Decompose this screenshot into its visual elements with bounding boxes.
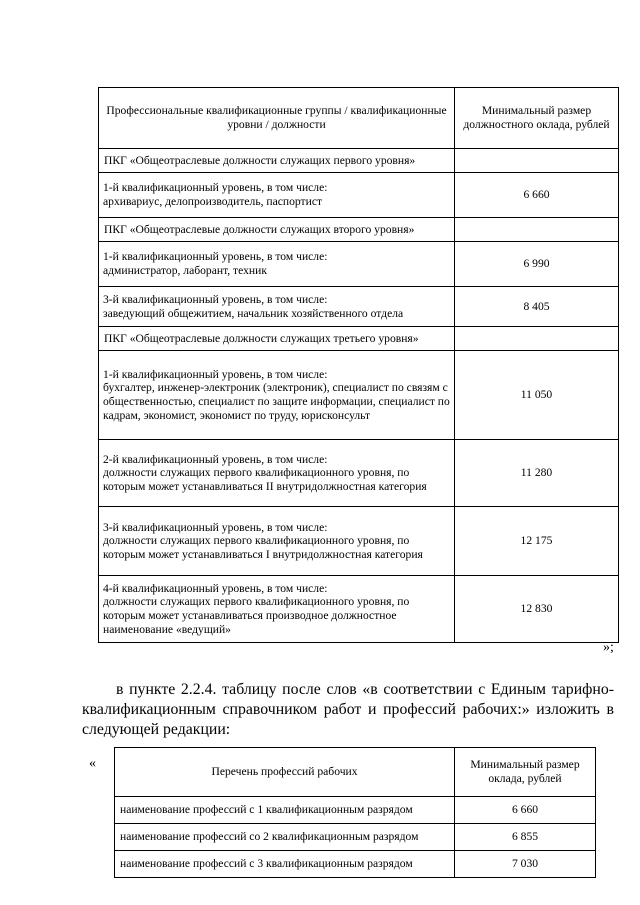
header-cell-salary: Минимальный размер оклада, рублей (455, 748, 596, 797)
level-cell (99, 287, 455, 327)
salary-value: 12 830 (455, 576, 619, 643)
header-cell-salary: Минимальный размер должностного оклада, рублей (455, 88, 619, 149)
table-header-row (99, 88, 619, 149)
empty-cell (455, 218, 619, 242)
salary-value: 7 030 (455, 851, 596, 878)
salary-value: 6 660 (455, 797, 596, 824)
empty-cell (455, 327, 619, 351)
salary-value: 8 405 (455, 287, 619, 327)
closing-quote-mark: »; (603, 640, 614, 655)
level-text: 3-й квалификационный уровень, в том числе: заведующий общежитием, начальник хозяйственного отдела (103, 292, 404, 320)
group-cell: ПКГ «Общеотраслевые должности служащих третьего уровня» (99, 327, 455, 351)
salary-value: 6 855 (455, 824, 596, 851)
level-cell (99, 507, 455, 576)
amendment-paragraph: в пункте 2.2.4. таблицу после слов «в соответствии с Единым тарифно-квалификационным справочником работ и профессий рабочих:» изложить в следующей редакции: (82, 681, 614, 738)
table-row (99, 351, 619, 440)
table-row (99, 287, 619, 327)
level-cell (99, 173, 455, 218)
profession-cell: наименование профессий с 3 квалификационным разрядом (115, 851, 455, 878)
table-row (99, 440, 619, 507)
table-row (99, 576, 619, 643)
table-row (115, 824, 596, 851)
salary-value: 11 050 (455, 351, 619, 440)
level-text: 4-й квалификационный уровень, в том числе: должности служащих первого квалификационного уровня, по которым может устанавливаться производное должностное наименование «ведущий» (103, 581, 410, 636)
empty-cell (455, 149, 619, 173)
table-row (115, 851, 596, 878)
level-cell (99, 242, 455, 287)
salary-value: 11 280 (455, 440, 619, 507)
table-row (99, 218, 619, 242)
salary-table-employees (98, 87, 619, 643)
table-header-row (115, 748, 596, 797)
salary-table-workers (114, 747, 596, 878)
table-row (99, 173, 619, 218)
level-cell (99, 351, 455, 440)
level-text: 1-й квалификационный уровень, в том числе: архивариус, делопроизводитель, паспортист (103, 181, 328, 208)
level-cell (99, 576, 455, 643)
salary-value: 12 175 (455, 507, 619, 576)
header-cell-groups: Профессиональные квалификационные группы / квалификационные уровни / должности (99, 88, 455, 149)
salary-value: 6 660 (455, 173, 619, 218)
level-text: 1-й квалификационный уровень, в том числе: администратор, лаборант, техник (103, 250, 328, 277)
level-cell (99, 440, 455, 507)
level-text: 3-й квалификационный уровень, в том числе: должности служащих первого квалификационного уровня, по которым может устанавливаться I внутридолжностная категория (103, 520, 423, 561)
table-row (115, 797, 596, 824)
opening-quote-mark: « (89, 756, 96, 771)
table-row (99, 242, 619, 287)
profession-cell: наименование профессий с 1 квалификационным разрядом (115, 797, 455, 824)
group-cell: ПКГ «Общеотраслевые должности служащих первого уровня» (99, 149, 455, 173)
table-row (99, 327, 619, 351)
table-row (99, 149, 619, 173)
level-text: 1-й квалификационный уровень, в том числе: бухгалтер, инженер-электроник (электроник), специалист по связям с общественностью, специалист по защите информации, специалист по кадрам, экономист, экономист по труду, юрисконсульт (103, 367, 450, 422)
header-cell-professions: Перечень профессий рабочих (115, 748, 455, 797)
table-row (99, 507, 619, 576)
group-cell: ПКГ «Общеотраслевые должности служащих второго уровня» (99, 218, 455, 242)
level-text: 2-й квалификационный уровень, в том числе: должности служащих первого квалификационного уровня, по которым может устанавливаться II внутридолжностная категория (103, 452, 427, 493)
profession-cell: наименование профессий со 2 квалификационным разрядом (115, 824, 455, 851)
salary-value: 6 990 (455, 242, 619, 287)
